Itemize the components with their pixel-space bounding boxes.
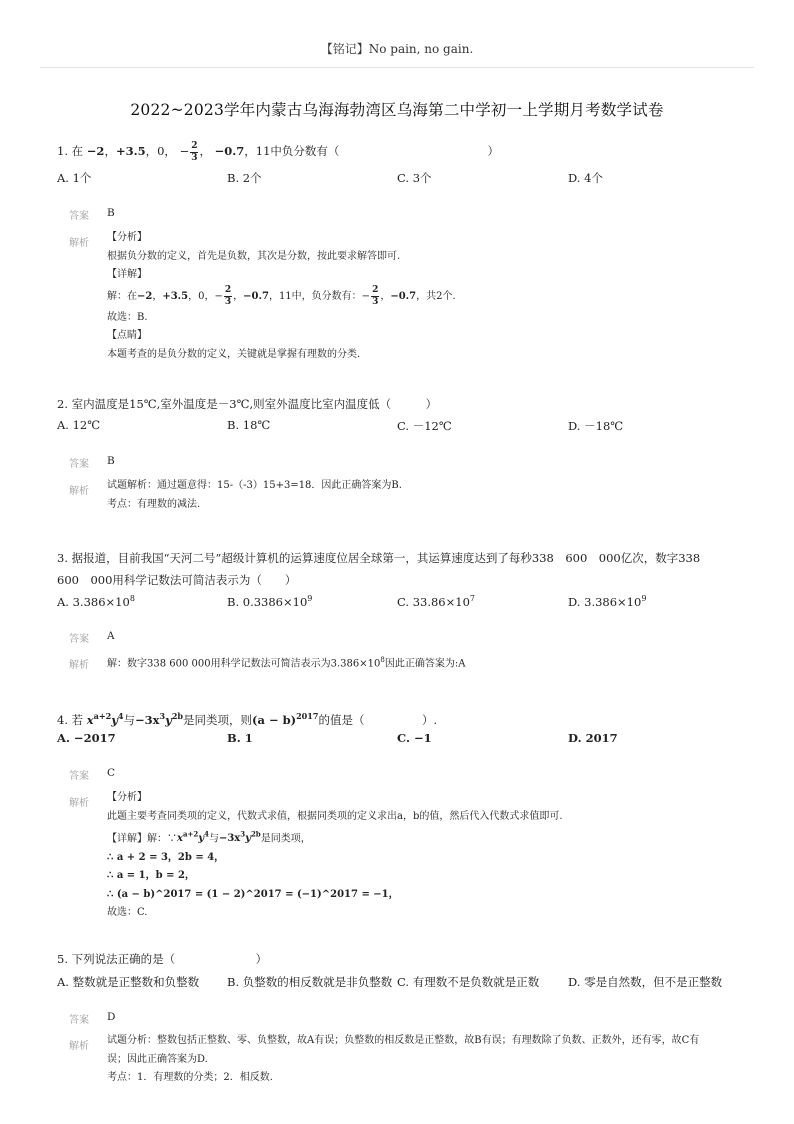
question-2-answer: B bbox=[107, 455, 115, 467]
option-d: D. 2017 bbox=[568, 731, 618, 745]
question-2-stem: 2. 室内温度是15℃,室外温度是－3℃,则室外温度比室内温度低（ ） bbox=[57, 397, 438, 411]
option-d: D. 零是自然数，但不是正整数 bbox=[568, 975, 723, 989]
option-b: B. 1 bbox=[227, 731, 253, 745]
header-divider bbox=[40, 67, 754, 68]
option-b: B. 负整数的相反数就是非负整数 bbox=[227, 975, 393, 989]
option-c: C. −1 bbox=[397, 731, 432, 745]
answer-label: 答案 bbox=[69, 211, 89, 222]
option-a: A. 整数就是正整数和负整数 bbox=[57, 975, 200, 989]
option-c: C. 有理数不是负数就是正数 bbox=[397, 975, 540, 989]
question-4-analysis: 【分析】 此题主要考查同类项的定义，代数式求值，根据同类项的定义求出a，b的值，然后代入代数式求值即可. 【详解】解：$\because x^{a+2}y^4$与$-3x^3y^{2b}$是同类项， ∴ a + 2 = 3，2b = 4， ∴ a = 1，b = 2， ∴ (a − b)^2017 = (1 − 2)^2017 = (−1)^2017 = −1， 故选：C. bbox=[107, 792, 563, 919]
question-1-answer: B bbox=[107, 207, 115, 219]
question-2-analysis: 试题解析：通过题意得：15-（-3）15+3=18．因此正确答案为B. 考点：有理数的减法. bbox=[107, 480, 402, 510]
answer-label: 答案 bbox=[69, 459, 89, 470]
question-4-stem: 4. 若 $x^{a+2}y^4$与$-3x^3y^{2b}$是同类项，则$(a - b)^{2017}$的值是（ ）. bbox=[57, 711, 438, 727]
analysis-label: 解析 bbox=[69, 486, 89, 497]
page-header: 【铭记】No pain, no gain. bbox=[320, 42, 474, 56]
analysis-label: 解析 bbox=[69, 798, 89, 809]
question-3-options bbox=[57, 594, 757, 614]
question-4-options bbox=[57, 731, 757, 751]
answer-label: 答案 bbox=[69, 634, 89, 645]
answer-label: 答案 bbox=[69, 1015, 89, 1026]
option-b: B. 18℃ bbox=[227, 418, 271, 432]
option-b: B. 2个 bbox=[227, 171, 262, 185]
question-1-stem: 1. 在 −2，+3.5，0， − $\frac{2}{3}$ ， −0.7，11中负分数有（ ） bbox=[57, 140, 499, 163]
option-a: A. 12℃ bbox=[57, 418, 101, 432]
question-2-options bbox=[57, 418, 757, 438]
question-5-analysis: 试题分析：整数包括正整数、零、负整数，故A有误；负整数的相反数是正整数，故B有误；有理数除了负数、正数外，还有零，故C有 误；因此正确答案为D. 考点：1．有理数的分类；2．相反数. bbox=[107, 1035, 700, 1083]
question-5-stem: 5. 下列说法正确的是（ ） bbox=[57, 952, 268, 966]
option-a: A. $3.386\times 10^8$ bbox=[57, 594, 135, 609]
fraction: $\frac{2}{3}$ bbox=[191, 140, 198, 163]
analysis-label: 解析 bbox=[69, 238, 89, 249]
analysis-label: 解析 bbox=[69, 1041, 89, 1052]
option-d: D. $3.386\times 10^9$ bbox=[568, 594, 647, 609]
option-c: C. －12℃ bbox=[397, 419, 452, 433]
option-d: D. －18℃ bbox=[568, 419, 624, 433]
answer-label: 答案 bbox=[69, 771, 89, 782]
option-a: A. −2017 bbox=[57, 731, 116, 745]
exam-title: 2022~2023学年内蒙古乌海海勃湾区乌海第二中学初一上学期月考数学试卷 bbox=[130, 101, 664, 119]
question-5-answer: D bbox=[107, 1011, 116, 1023]
option-a: A. 1个 bbox=[57, 171, 92, 185]
option-b: B. $0.3386\times 10^9$ bbox=[227, 594, 313, 609]
question-3-answer: A bbox=[107, 630, 115, 642]
question-4-answer: C bbox=[107, 767, 116, 779]
question-1-options bbox=[57, 170, 757, 190]
option-c: C. $33.86\times 10^7$ bbox=[397, 594, 476, 609]
question-1-analysis: 【分析】 根据负分数的定义，首先是负数，其次是分数，按此要求解答即可. 【详解】 解：在−2，+3.5，0，− $\frac{2}{3}$ ，−0.7，11中，负分数有：− $\frac{2}{3}$ ，−0.7，共2个. 故选：B. 【点睛】 本题考查的是负分数的定义，关键就是掌握有理数的分类. bbox=[107, 232, 456, 360]
option-c: C. 3个 bbox=[397, 171, 432, 185]
question-3-analysis: 解：数字338 600 000用科学记数法可简洁表示为$3.386\times 10^8$因此正确答案为:A bbox=[107, 656, 466, 670]
question-3-stem: 3. 据报道，目前我国“天河二号”超级计算机的运算速度位居全球第一，其运算速度达到了每秒338 600 000亿次，数字338 600 000用科学记数法可简洁表示为（ ） bbox=[57, 551, 701, 587]
question-5-options bbox=[57, 974, 757, 994]
option-d: D. 4个 bbox=[568, 171, 603, 185]
analysis-label: 解析 bbox=[69, 660, 89, 671]
